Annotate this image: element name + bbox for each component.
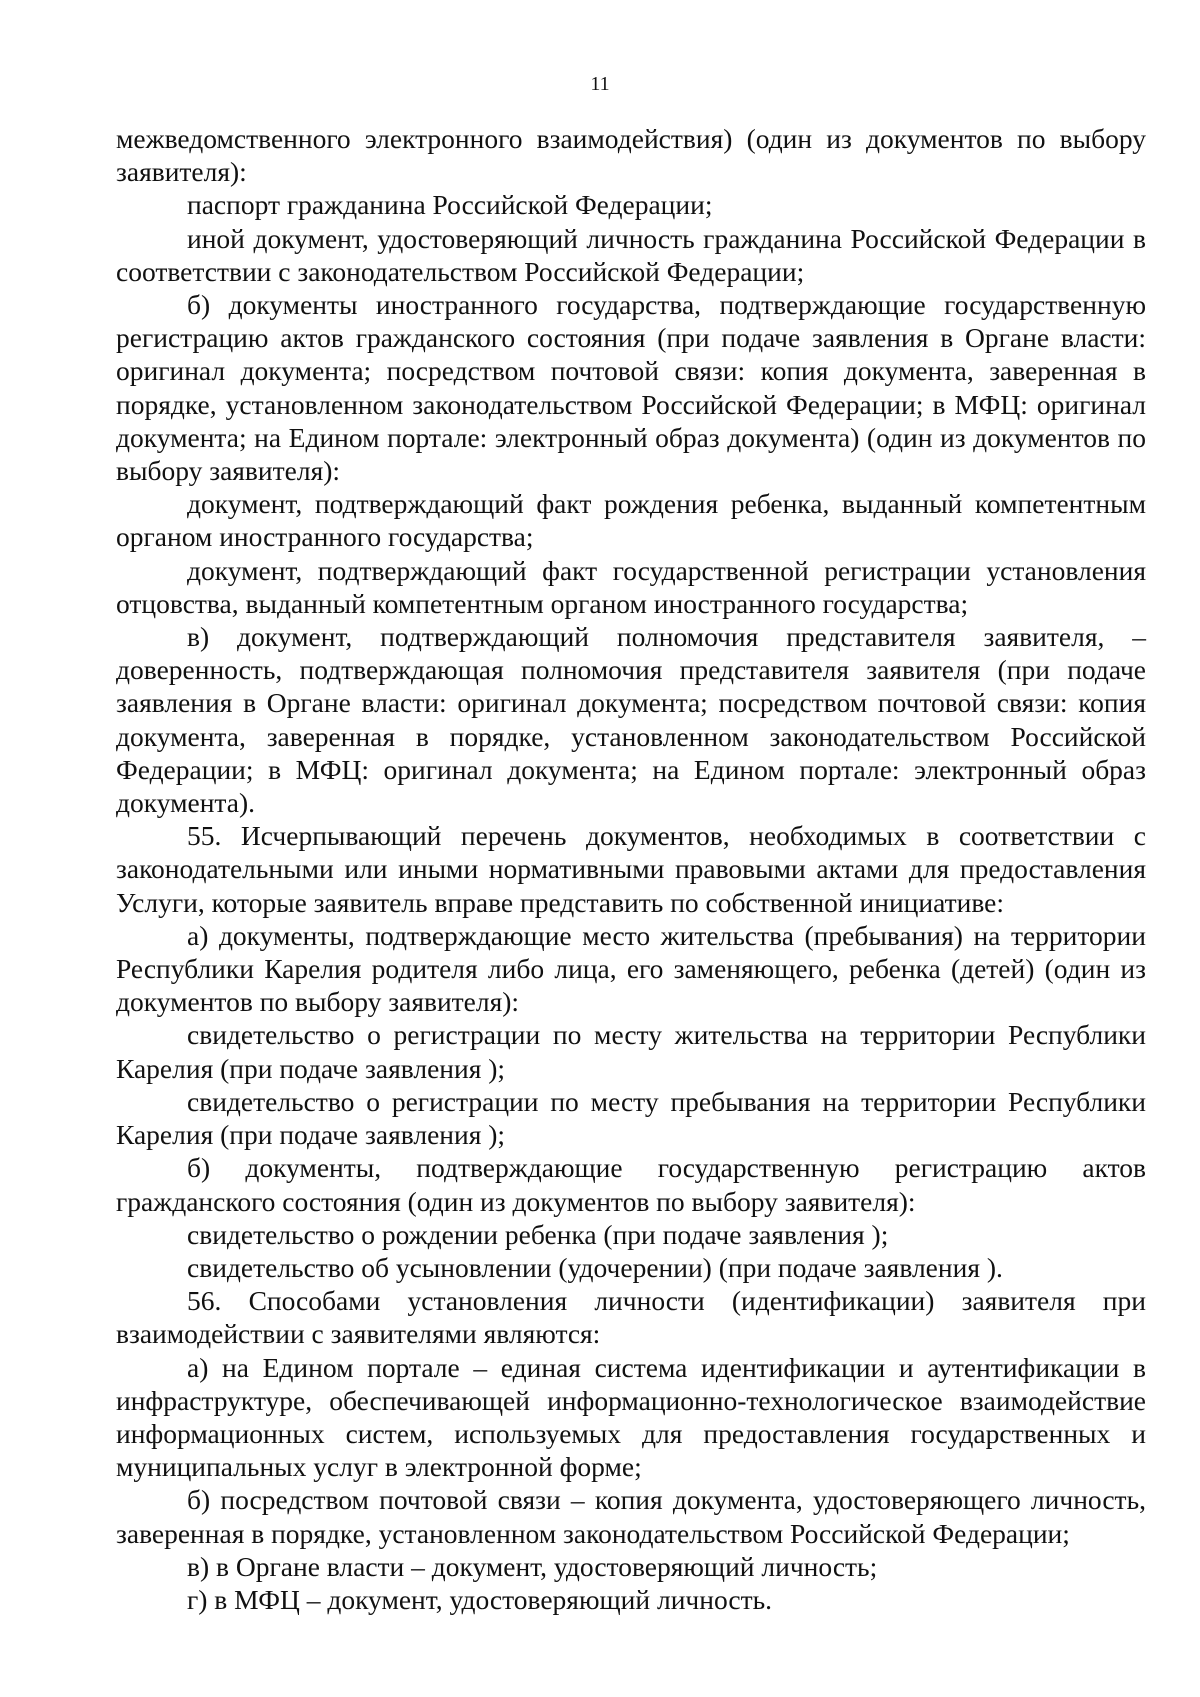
paragraph: документ, подтверждающий факт рождения ребенка, выданный компетентным органом иностранного государства; [116, 488, 1146, 553]
document-body [116, 122, 1146, 1616]
paragraph: б) документы, подтверждающие государственную регистрацию актов гражданского состояния (один из документов по выбору заявителя): [116, 1152, 1146, 1217]
paragraph: б) документы иностранного государства, подтверждающие государственную регистрацию актов гражданского состояния (при подаче заявления в Органе власти: оригинал документа; посредством почтовой связи: копия документа, заверенная в порядке, установленном законодательством Российской Федерации; в МФЦ: оригинал документа; на Едином портале: электронный образ документа) (один из документов по выбору заявителя): [116, 289, 1146, 487]
paragraph: в) в Органе власти – документ, удостоверяющий личность; [187, 1550, 878, 1582]
paragraph: иной документ, удостоверяющий личность гражданина Российской Федерации в соответствии с законодательством Российской Федерации; [116, 222, 1146, 287]
paragraph: г) в МФЦ – документ, удостоверяющий личность. [187, 1583, 773, 1615]
paragraph: 56. Способами установления личности (идентификации) заявителя при взаимодействии с заявителями являются: [116, 1285, 1146, 1350]
paragraph: 55. Исчерпывающий перечень документов, необходимых в соответствии с законодательными или иными нормативными правовыми актами для предоставления Услуги, которые заявитель вправе представить по собственной инициативе: [116, 820, 1146, 918]
paragraph: паспорт гражданина Российской Федерации; [187, 189, 713, 221]
paragraph: свидетельство о регистрации по месту пребывания на территории Республики Карелия (при подаче заявления ); [116, 1085, 1146, 1151]
paragraph: межведомственного электронного взаимодействия) (один из документов по выбору заявителя): [116, 123, 1146, 188]
paragraph: а) документы, подтверждающие место жительства (пребывания) на территории Республики Карелия родителя либо лица, его заменяющего, ребенка (детей) (один из документов по выбору заявителя): [116, 919, 1146, 1018]
page-number: 11 [590, 73, 610, 95]
paragraph: документ, подтверждающий факт государственной регистрации установления отцовства, выданный компетентным органом иностранного государства; [116, 554, 1146, 619]
paragraph: свидетельство об усыновлении (удочерении) (при подаче заявления ). [187, 1251, 1003, 1283]
paragraph: б) посредством почтовой связи – копия документа, удостоверяющего личность, заверенная в порядке, установленном законодательством Российской Федерации; [116, 1484, 1146, 1549]
paragraph: а) на Едином портале – единая система идентификации и аутентификации в инфраструктуре, обеспечивающей информационно-технологическое взаимодействие информационных систем, используемых для предоставления государственных и муниципальных услуг в электронной форме; [116, 1351, 1146, 1483]
paragraph: свидетельство о рождении ребенка (при подаче заявления ); [187, 1218, 889, 1250]
paragraph: свидетельство о регистрации по месту жительства на территории Республики Карелия (при подаче заявления ); [116, 1019, 1146, 1084]
paragraph: в) документ, подтверждающий полномочия представителя заявителя, – доверенность, подтверждающая полномочия представителя заявителя (при подаче заявления в Органе власти: оригинал документа; посредством почтовой связи: копия документа, заверенная в порядке, установленном законодательством Российской Федерации; в МФЦ: оригинал документа; на Едином портале: электронный образ документа). [116, 621, 1146, 819]
